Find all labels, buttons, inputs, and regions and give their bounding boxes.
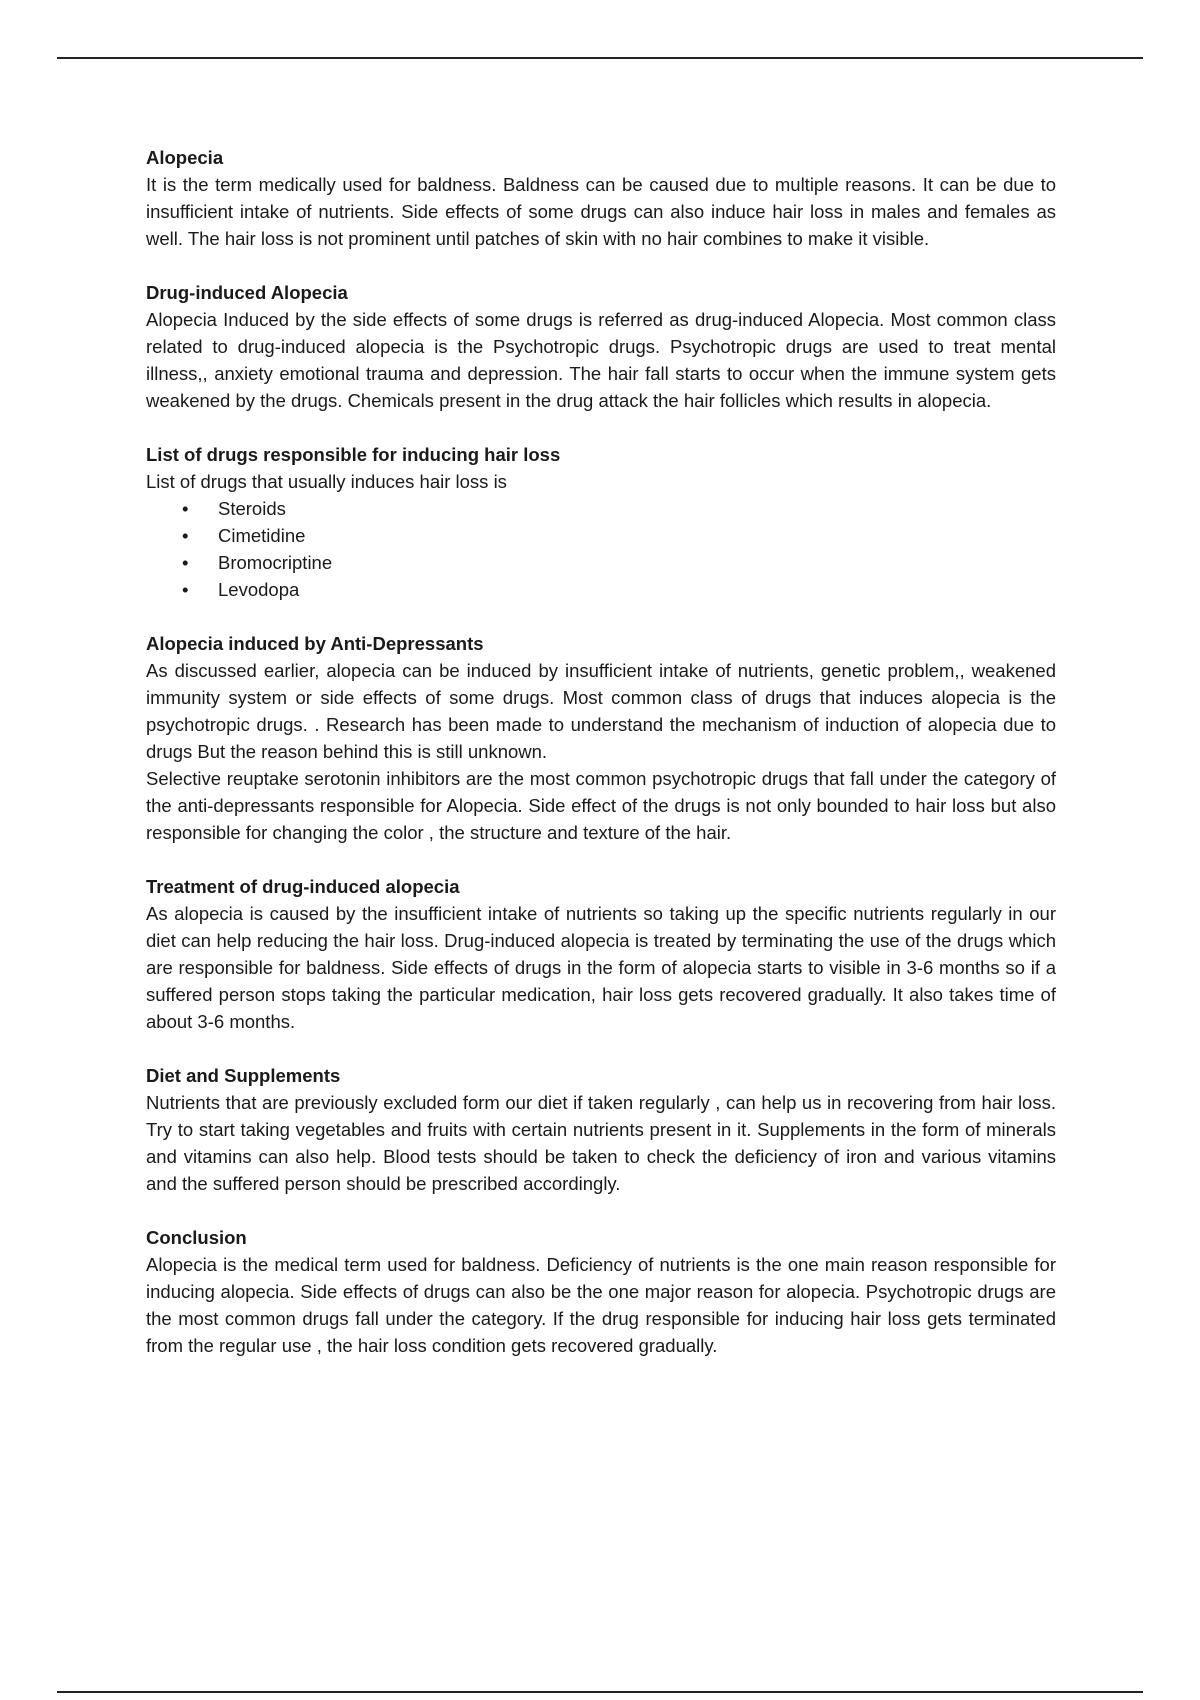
list-item-label: Levodopa: [218, 579, 300, 600]
section-diet-supplements: [146, 1062, 1056, 1197]
footer-rule: [57, 1691, 1143, 1693]
header-rule: [57, 57, 1143, 59]
list-item-label: Cimetidine: [218, 525, 306, 546]
section-heading: Treatment of drug-induced alopecia: [146, 876, 460, 897]
section-treatment: [146, 873, 1056, 1035]
list-intro: List of drugs that usually induces hair loss is: [146, 471, 507, 492]
section-paragraph: As alopecia is caused by the insufficient intake of nutrients so taking up the specific nutrients regularly in our diet can help reducing the hair loss. Drug-induced alopecia is treated by terminating the use of the drugs which are responsible for baldness. Side effects of drugs in the form of alopecia starts to visible in 3-6 months so if a suffered person stops taking the particular medication, hair loss gets recovered gradually. It also takes time of about 3-6 months.: [146, 903, 1056, 1032]
list-item-label: Bromocriptine: [218, 552, 333, 573]
section-paragraph: Nutrients that are previously excluded form our diet if taken regularly , can help us in recovering from hair loss. Try to start taking vegetables and fruits with certain nutrients present in it. Supplements in the form of minerals and vitamins can also help. Blood tests should be taken to check the deficiency of iron and various vitamins and the suffered person should be prescribed accordingly.: [146, 1092, 1056, 1194]
bullet-icon: •: [182, 525, 189, 546]
section-paragraph: Alopecia is the medical term used for baldness. Deficiency of nutrients is the one main reason responsible for inducing alopecia. Side effects of drugs can also be the one major reason for alopecia. Psychotropic drugs are the most common drugs fall under the category. If the drug responsible for inducing hair loss gets terminated from the regular use , the hair loss condition gets recovered gradually.: [146, 1254, 1056, 1356]
list-item: [182, 549, 1056, 576]
section-heading: Drug-induced Alopecia: [146, 282, 348, 303]
section-paragraph: Selective reuptake serotonin inhibitors are the most common psychotropic drugs that fall under the category of the anti-depressants responsible for Alopecia. Side effect of the drugs is not only bounded to hair loss but also responsible for changing the color , the structure and texture of the hair.: [146, 768, 1056, 843]
bullet-icon: •: [182, 552, 189, 573]
section-drug-list: [146, 441, 1056, 603]
list-item: [182, 522, 1056, 549]
list-item: [182, 495, 1056, 522]
section-anti-depressants: [146, 630, 1056, 846]
section-conclusion: [146, 1224, 1056, 1359]
section-heading: Alopecia: [146, 147, 224, 168]
section-paragraph: It is the term medically used for baldness. Baldness can be caused due to multiple reasons. It can be due to insufficient intake of nutrients. Side effects of some drugs can also induce hair loss in males and females as well. The hair loss is not prominent until patches of skin with no hair combines to make it visible.: [146, 174, 1056, 249]
bullet-icon: •: [182, 579, 189, 600]
section-paragraph: As discussed earlier, alopecia can be induced by insufficient intake of nutrients, genetic problem,, weakened immunity system or side effects of some drugs. Most common class of drugs that induces alopecia is the psychotropic drugs. . Research has been made to understand the mechanism of induction of alopecia due to drugs But the reason behind this is still unknown.: [146, 660, 1056, 762]
section-drug-induced-alopecia: [146, 279, 1056, 414]
section-heading: List of drugs responsible for inducing hair loss: [146, 444, 561, 465]
section-paragraph: Alopecia Induced by the side effects of some drugs is referred as drug-induced Alopecia. Most common class related to drug-induced alopecia is the Psychotropic drugs. Psychotropic drugs are used to treat mental illness,, anxiety emotional trauma and depression. The hair fall starts to occur when the immune system gets weakened by the drugs. Chemicals present in the drug attack the hair follicles which results in alopecia.: [146, 309, 1056, 411]
section-alopecia: [146, 144, 1056, 252]
document-body: [146, 144, 1056, 1386]
section-heading: Alopecia induced by Anti-Depressants: [146, 633, 484, 654]
section-heading: Conclusion: [146, 1227, 247, 1248]
section-heading: Diet and Supplements: [146, 1065, 341, 1086]
list-item-label: Steroids: [218, 498, 286, 519]
bullet-icon: •: [182, 498, 189, 519]
drug-list: [146, 495, 1056, 603]
list-item: [182, 576, 1056, 603]
